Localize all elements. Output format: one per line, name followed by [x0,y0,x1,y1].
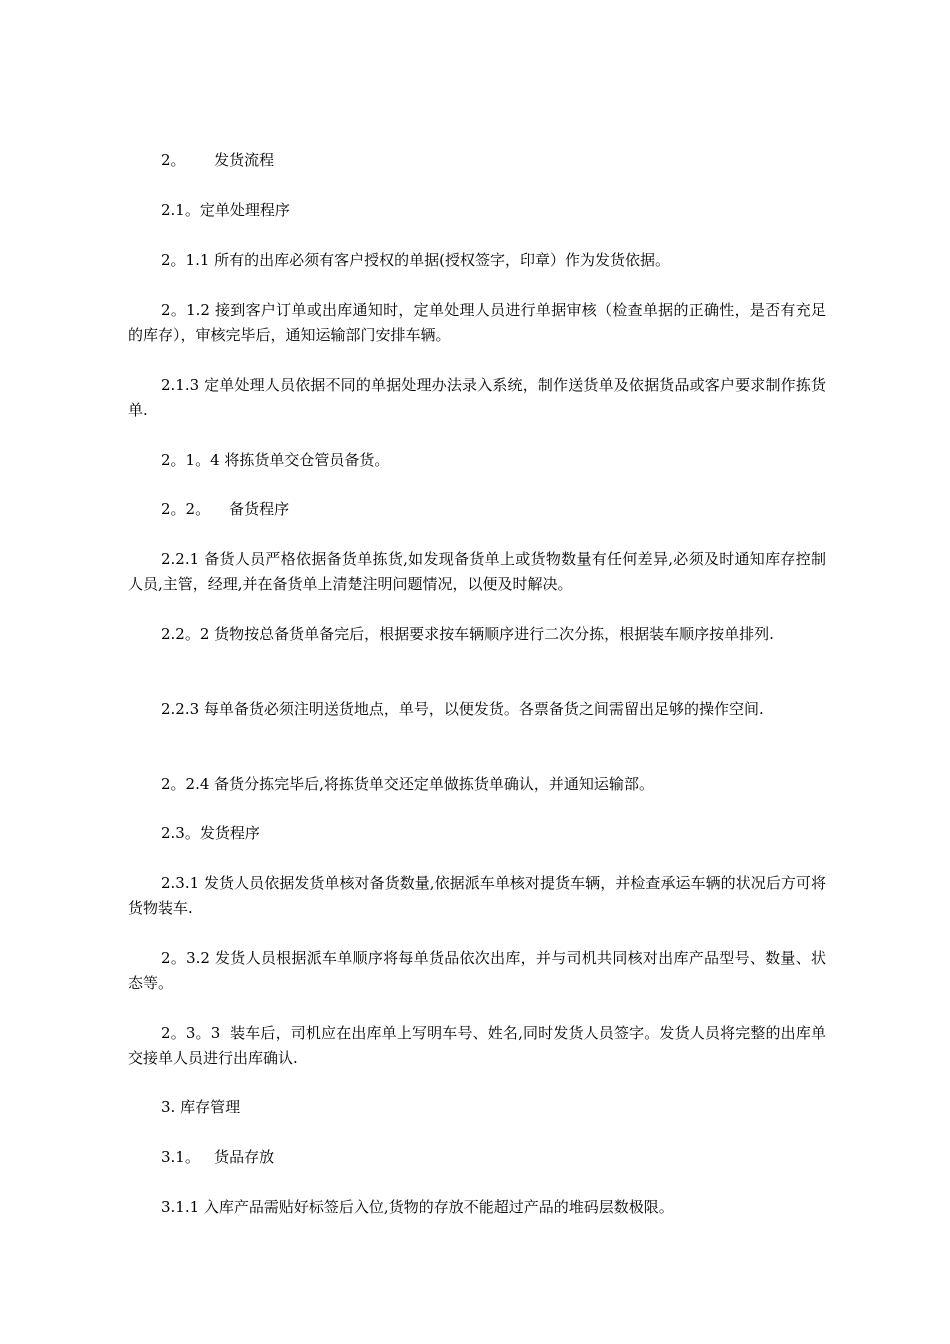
heading-dispatch-procedure: 2.3。发货程序 [161,824,260,842]
paragraph-2-1-2: 2。1.2 接到客户订单或出库通知时，定单处理人员进行单据审核（检查单据的正确性，是否有充足的库存），审核完毕后，通知运输部门安排车辆。 [128,301,826,344]
paragraph-2-1-4: 2。1。4 将拣货单交仓管员备货。 [161,451,390,469]
paragraph-2-2-4: 2。2.4 备货分拣完毕后,将拣货单交还定单做拣货单确认，并通知运输部。 [161,775,654,793]
heading-picking-procedure: 2。2。 备货程序 [161,500,290,518]
paragraph-2-2-2: 2.2。2 货物按总备货单备完后，根据要求按车辆顺序进行二次分拣，根据装车顺序按单排列. [161,625,774,643]
paragraph-2-3-1: 2.3.1 发货人员依据发货单核对备货数量,依据派车单核对提货车辆，并检查承运车辆的状况后方可将货物装车. [128,874,826,917]
heading-inventory-management: 3. 库存管理 [161,1098,241,1116]
paragraph-3-1-1: 3.1.1 入库产品需贴好标签后入位,货物的存放不能超过产品的堆码层数极限。 [161,1198,674,1216]
paragraph-2-1-1: 2。1.1 所有的出库必须有客户授权的单据(授权签字，印章）作为发货依据。 [161,251,671,269]
paragraph-2-3-3: 2。3。3 装车后，司机应在出库单上写明车号、姓名,同时发货人员签字。发货人员将完整的出库单交接单人员进行出库确认. [128,1024,826,1067]
heading-shipping-process: 2。 发货流程 [161,151,275,169]
paragraph-2-2-1: 2.2.1 备货人员严格依据备货单拣货,如发现备货单上或货物数量有任何差异,必须及时通知库存控制人员,主管，经理,并在备货单上清楚注明问题情况，以便及时解决。 [128,550,826,593]
paragraph-2-2-3: 2.2.3 每单备货必须注明送货地点，单号，以便发货。各票备货之间需留出足够的操作空间. [161,700,764,718]
paragraph-2-3-2: 2。3.2 发货人员根据派车单顺序将每单货品依次出库，并与司机共同核对出库产品型号、数量、状态等。 [128,949,826,992]
heading-order-processing: 2.1。定单处理程序 [161,201,290,219]
heading-goods-storage: 3.1。 货品存放 [161,1148,275,1166]
paragraph-2-1-3: 2.1.3 定单处理人员依据不同的单据处理办法录入系统，制作送货单及依据货品或客户要求制作拣货单. [128,376,826,419]
